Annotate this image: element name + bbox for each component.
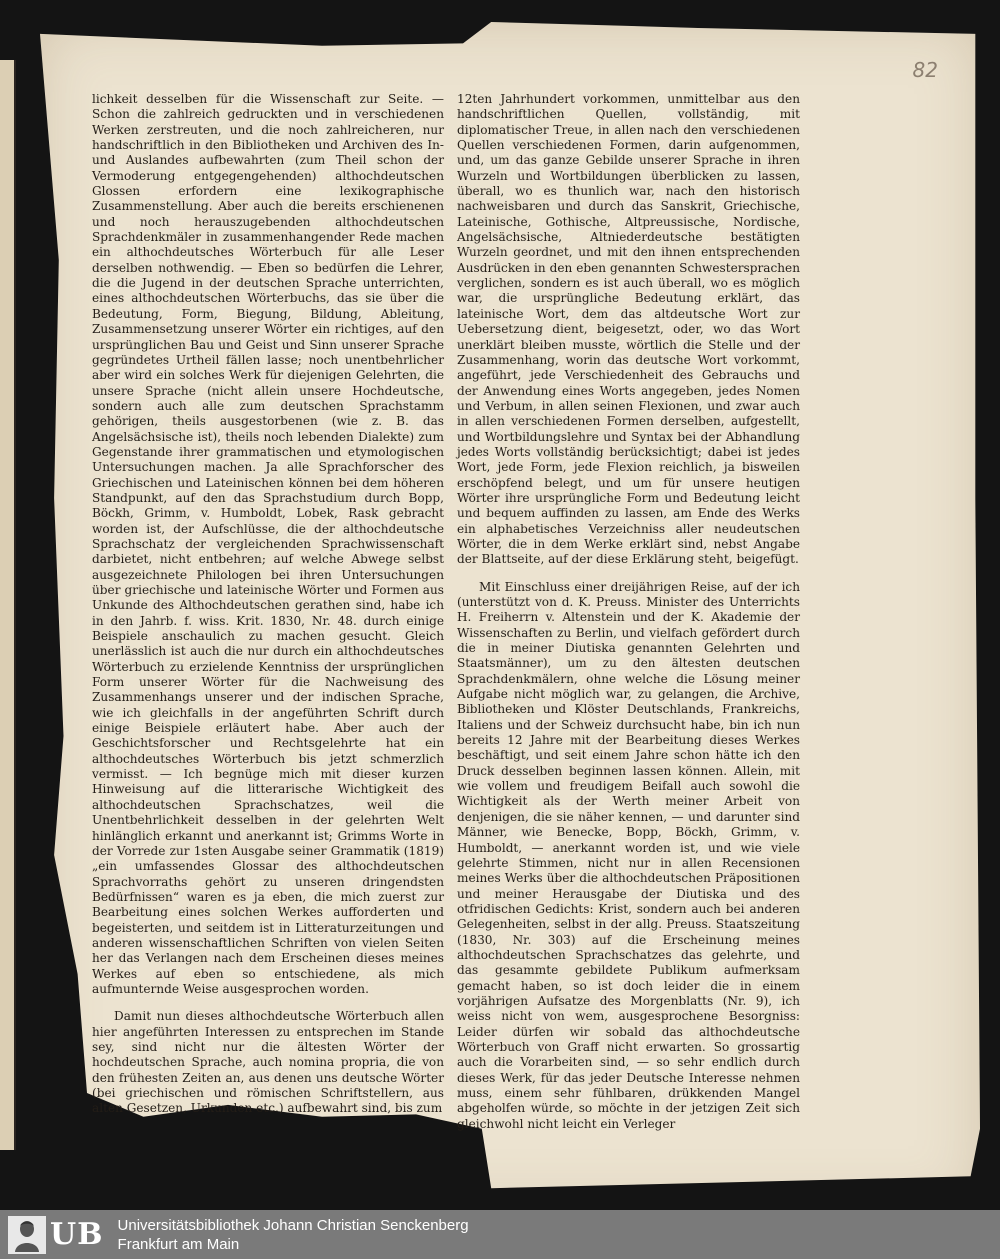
right-text-column bbox=[457, 92, 800, 1132]
footer-line-institution: Universitätsbibliothek Johann Christian Senckenberg bbox=[117, 1216, 469, 1234]
previous-page-edge bbox=[0, 60, 16, 1150]
portrait-icon bbox=[8, 1216, 46, 1254]
right-paragraph-1: 12ten Jahrhundert vorkommen, unmittelbar aus den handschriftlichen Quellen, vollständig, mit diplomatischer Treue, in allen nach den verschiedenen Quellen verschiedenen Formen, darin aufgenommen, und, um das ganze Gebilde unserer Sprache in ihren Wurzeln und Wortbildungen überblicken zu lassen, überall, wo es thunlich war, nach den historisch nachweisbaren und durch das Sanskrit, Griechische, Lateinische, Gothische, Altpreussische, Nordische, Angelsächsische, Altniederdeutsche bestätigten Wurzeln geordnet, und mit den ihnen entsprechenden Ausdrücken in den eben genannten Schwestersprachen verglichen, sondern es ist auch überall, wo es möglich war, die ursprüngliche Bedeutung erklärt, das lateinische Wort, dem das altdeutsche Wort zur Uebersetzung dient, beigesetzt, oder, wo das Wort unerklärt bleiben musste, wörtlich die Stelle und der Zusammenhang, worin das deutsche Wort vorkommt, angeführt, jede Verschiedenheit des Gebrauchs und der Anwendung eines Worts angegeben, jedes Nomen und Verbum, in allen seinen Flexionen, und zwar auch in allen verschiedenen Formen derselben, aufgestellt, und Wortbildungslehre und Syntax bei der Abhandlung jedes Worts vollständig berücksichtigt; dabei ist jedes Wort, jede Form, jede Flexion reichlich, ja bisweilen erschöpfend belegt, und um für unsere heutigen Wörter ihre ursprüngliche Form und Bedeutung leicht und bequem auffinden zu lassen, am Ende des Werks ein alphabetisches Verzeichniss aller neudeutschen Wörter, die in dem Werke erklärt sind, nebst Angabe der Blattseite, auf der diese Erklärung steht, beigefügt. bbox=[457, 92, 800, 567]
left-paragraph-2: Damit nun dieses althochdeutsche Wörterbuch allen hier angeführten Interessen zu entsprechen im Stande sey, sind nicht nur die ältesten Wörter der hochdeutschen Sprache, auch nomina propria, die von den frühesten Zeiten an, aus denen uns deutsche Wörter (bei griechischen und römischen Schriftstellern, aus alten Gesetzen, Urkunden etc.) aufbewahrt sind, bis zum bbox=[92, 1009, 444, 1116]
left-text-column bbox=[92, 92, 444, 1117]
folio-number: 82 bbox=[912, 58, 938, 82]
right-paragraph-2: Mit Einschluss einer dreijährigen Reise, auf der ich (unterstützt von d. K. Preuss. Minister des Unterrichts H. Freiherrn v. Altenstein und der K. Akademie der Wissenschaften zu Berlin, und vielfach gefördert durch die in meiner Diutiska genannten Gelehrten und Staatsmänner), um zu den ältesten deutschen Sprachdenkmälern, ohne welche die Lösung meiner Aufgabe nicht möglich war, zu gelangen, die Archive, Bibliotheken und Klöster Deutschlands, Frankreichs, Italiens und der Schweiz durchsucht habe, bin ich nun bereits 12 Jahre mit der Bearbeitung dieses Werkes beschäftigt, und seit einem Jahre schon hätte ich den Druck desselben beginnen lassen können. Allein, mit wie vollem und freudigem Beifall auch sowohl die Wichtigkeit als der Werth meiner Arbeit von denjenigen, die sie näher kennen, — und darunter sind Männer, wie Benecke, Bopp, Böckh, Grimm, v. Humboldt, — anerkannt worden ist, und wie viele gelehrte Stimmen, nicht nur in allen Recensionen meines Werks über die althochdeutschen Präpositionen und meiner Herausgabe der Diutiska und des otfridischen Gedichts: Krist, sondern auch bei anderen Gelegenheiten, selbst in der allg. Preuss. Staatszeitung (1830, Nr. 303) auf die Erscheinung meines althochdeutschen Sprachschatzes das gelehrte, und das gesammte gebildete Publikum aufmerksam gemacht haben, so ist doch leider die in einem vorjährigen Aufsatze des Morgenblatts (Nr. 9), ich weiss nicht von wem, ausgesprochene Besorgniss: Leider dürfen wir sobald das althochdeutsche Wörterbuch von Graff nicht erwarten. So grossartig auch die Vorarbeiten sind, — so sehr endlich durch dieses Werk, für das jeder Deutsche Interesse nehmen muss, einem sehr fühlbaren, drükkenden Mangel abgeholfen würde, so möchte in der jetzigen Zeit sich gleichwohl nicht leicht ein Verleger bbox=[457, 579, 800, 1131]
library-logo[interactable] bbox=[8, 1216, 104, 1254]
logo-text: UB bbox=[50, 1217, 104, 1252]
footer-text bbox=[118, 1216, 469, 1254]
library-footer-bar bbox=[0, 1210, 1000, 1259]
footer-line-city: Frankfurt am Main bbox=[117, 1235, 240, 1253]
left-paragraph-1: lichkeit desselben für die Wissenschaft zur Seite. — Schon die zahlreich gedruckten und in verschiedenen Werken zerstreuten, und die noch zahlreicheren, nur handschriftlich in den Bibliotheken und Archiven des In- und Auslandes aufbewahrten (zum Theil schon der Vermoderung entgegengehenden) althochdeutschen Glossen erfordern eine lexikographische Zusammenstellung. Aber auch die bereits erschienenen und noch herauszugebenden althochdeutschen Sprachdenkmäler in zusammenhangender Rede machen ein althochdeutsches Wörterbuch für alle Leser derselben nothwendig. — Eben so bedürfen die Lehrer, die die Jugend in der deutschen Sprache unterrichten, eines althochdeutschen Wörterbuchs, das sie über die Bedeutung, Form, Biegung, Bildung, Ableitung, Zusammensetzung unserer Wörter ein richtiges, auf den ursprünglichen Bau und Geist und Sinn unserer Sprache gegründetes Urtheil fällen lasse; noch unentbehrlicher aber wird ein solches Werk für diejenigen Gelehrten, die unsere Sprache (nicht allein unsere Hochdeutsche, sondern auch alle zum deutschen Sprachstamm gehörigen, theils ausgestorbenen (wie z. B. das Angelsächsische ist), theils noch lebenden Dialekte) zum Gegenstande ihrer grammatischen und etymologischen Untersuchungen machen. Ja alle Sprachforscher des Griechischen und Lateinischen können bei dem höheren Standpunkt, auf den das Sprachstudium durch Bopp, Böckh, Grimm, v. Humboldt, Lobek, Rask gebracht worden ist, der Aufschlüsse, die der althochdeutsche Sprachschatz der vergleichenden Sprachwissenschaft darbietet, nicht entbehren; auf welche Abwege selbst ausgezeichnete Philologen bei ihren Untersuchungen über griechische und lateinische Wörter und Formen aus Unkunde des Althochdeutschen gerathen sind, habe ich in den Jahrb. f. wiss. Krit. 1830, Nr. 48. durch einige Beispiele anschaulich zu machen gesucht. Gleich unerlässlich ist auch die nur durch ein althochdeutsches Wörterbuch zu erzielende Kenntniss der ursprünglichen Form unserer Wörter für die Nachweisung des Zusammenhangs unserer und der indischen Sprache, wie ich gleichfalls in der angeführten Schrift durch einige Beispiele erläutert habe. Aber auch der Geschichtsforscher und Rechtsgelehrte hat ein althochdeutsches Wörterbuch bis jetzt schmerzlich vermisst. — Ich begnüge mich mit dieser kurzen Hinweisung auf die litterarische Wichtigkeit des althochdeutschen Sprachschatzes, weil die Unentbehrlichkeit desselben in der gelehrten Welt hinlänglich erkannt und anerkannt ist; Grimms Worte in der Vorrede zur 1sten Ausgabe seiner Grammatik (1819) „ein umfassendes Glossar des althochdeutschen Sprachvorraths gehört zu unseren dringendsten Bedürfnissen“ waren es ja eben, die mich zuerst zur Bearbeitung eines solchen Werkes aufforderten und begeisterten, und seitdem ist in Litteraturzeitungen und anderen wissenschaftlichen Schriften von vielen Seiten her das Verlangen nach dem Erscheinen dieses meines Werkes auf eben so entschiedene, als mich aufmunternde Weise ausgesprochen worden. bbox=[92, 92, 444, 996]
